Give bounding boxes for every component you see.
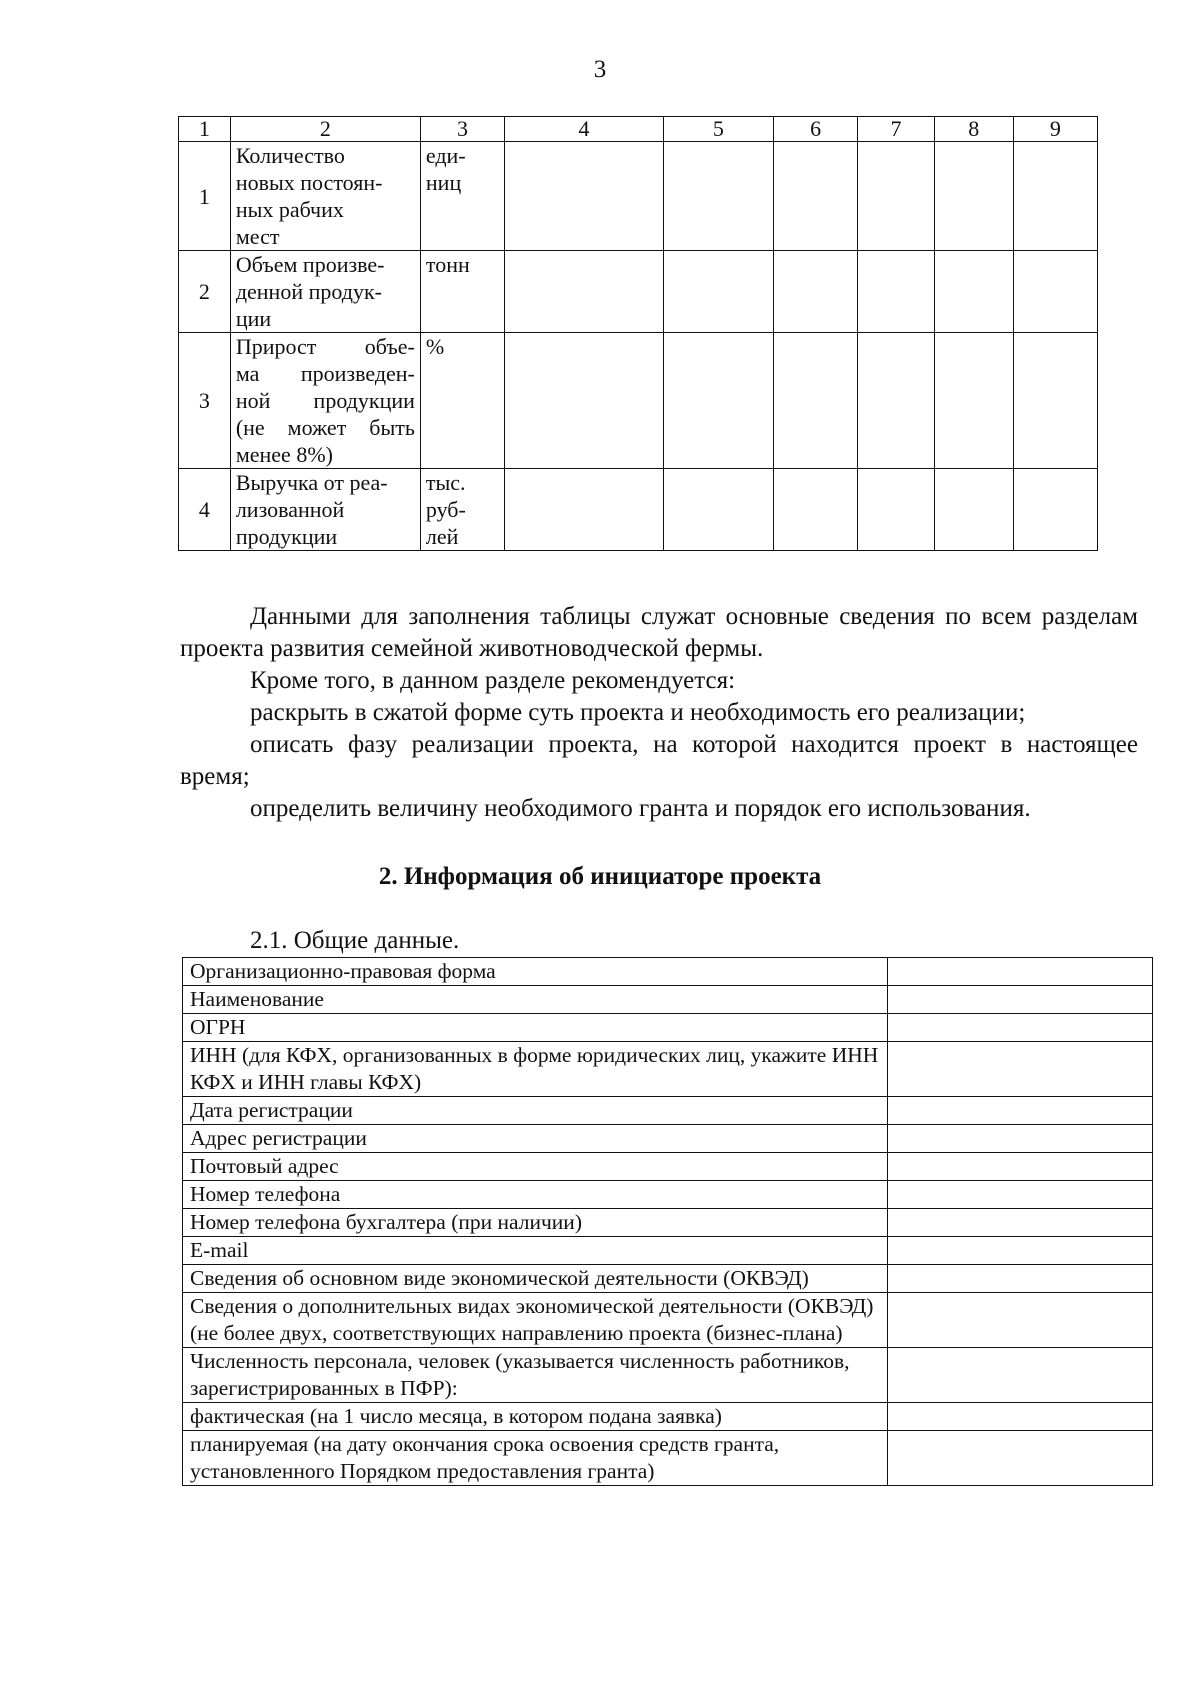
value-cell — [773, 142, 857, 251]
table-row — [183, 1293, 1153, 1348]
value-cell — [505, 333, 664, 469]
table-row — [183, 1348, 1153, 1403]
table-row — [183, 1237, 1153, 1265]
value-cell — [858, 333, 935, 469]
table-row — [183, 986, 1153, 1014]
value-cell — [505, 251, 664, 333]
paragraph: определить величину необходимого гранта и порядок его использования. — [250, 795, 1031, 822]
field-label: E-mail — [183, 1237, 888, 1265]
paragraph: Данными для заполнения таблицы служат основные сведения по всем разделам проекта развития семейной животноводческой фермы. — [180, 603, 1138, 662]
field-label: Наименование — [183, 986, 888, 1014]
field-label: ОГРН — [183, 1014, 888, 1042]
indicator-unit: тонн — [420, 251, 504, 333]
field-label: Организационно-правовая форма — [183, 958, 888, 986]
field-value[interactable] — [888, 1097, 1153, 1125]
table-header-row — [179, 117, 1098, 142]
field-value[interactable] — [888, 1125, 1153, 1153]
table-row — [183, 1431, 1153, 1486]
value-cell — [934, 333, 1013, 469]
value-cell — [1013, 469, 1097, 551]
table-row — [183, 1265, 1153, 1293]
row-number: 4 — [179, 469, 231, 551]
value-cell — [934, 251, 1013, 333]
indicators-table — [178, 116, 1098, 551]
field-label: Почтовый адрес — [183, 1153, 888, 1181]
row-number: 3 — [179, 333, 231, 469]
field-value[interactable] — [888, 1265, 1153, 1293]
field-value[interactable] — [888, 1042, 1153, 1097]
header-cell: 3 — [420, 117, 504, 142]
indicator-unit: тыс. руб- лей — [420, 469, 504, 551]
subsection-title: 2.1. Общие данные. — [250, 927, 460, 954]
header-cell: 5 — [663, 117, 773, 142]
paragraph: раскрыть в сжатой форме суть проекта и необходимость его реализации; — [250, 699, 1026, 726]
header-cell: 9 — [1013, 117, 1097, 142]
field-value[interactable] — [888, 1293, 1153, 1348]
field-label: Численность персонала, человек (указывается численность работников, зарегистрированных в ПФР): — [183, 1348, 888, 1403]
row-number: 1 — [179, 142, 231, 251]
field-value[interactable] — [888, 1014, 1153, 1042]
paragraph: Кроме того, в данном разделе рекомендуется: — [250, 667, 736, 694]
value-cell — [858, 469, 935, 551]
value-cell — [934, 469, 1013, 551]
row-number: 2 — [179, 251, 231, 333]
table-row — [179, 251, 1098, 333]
value-cell — [1013, 142, 1097, 251]
indicator-name: Выручка от реа- лизованной продукции — [230, 469, 420, 551]
indicator-unit: еди- ниц — [420, 142, 504, 251]
value-cell — [505, 142, 664, 251]
field-label: Дата регистрации — [183, 1097, 888, 1125]
indicator-name: Объем произве- денной продук- ции — [230, 251, 420, 333]
header-cell: 6 — [773, 117, 857, 142]
header-cell: 8 — [934, 117, 1013, 142]
body-text — [180, 601, 1138, 825]
header-cell: 4 — [505, 117, 664, 142]
field-label: Сведения об основном виде экономической деятельности (ОКВЭД) — [183, 1265, 888, 1293]
field-value[interactable] — [888, 1403, 1153, 1431]
value-cell — [663, 333, 773, 469]
value-cell — [858, 251, 935, 333]
table-row — [183, 1042, 1153, 1097]
field-label: Номер телефона — [183, 1181, 888, 1209]
field-value[interactable] — [888, 1237, 1153, 1265]
field-label: ИНН (для КФХ, организованных в форме юридических лиц, укажите ИНН КФХ и ИНН главы КФХ) — [183, 1042, 888, 1097]
table-row — [183, 1097, 1153, 1125]
header-cell: 2 — [230, 117, 420, 142]
value-cell — [1013, 333, 1097, 469]
value-cell — [858, 142, 935, 251]
indicator-unit: % — [420, 333, 504, 469]
field-value[interactable] — [888, 1431, 1153, 1486]
indicator-name: Количество новых постоян- ных рабчих мест — [230, 142, 420, 251]
page-number: 3 — [593, 56, 607, 83]
table-row — [179, 333, 1098, 469]
value-cell — [773, 251, 857, 333]
header-cell: 7 — [858, 117, 935, 142]
field-value[interactable] — [888, 958, 1153, 986]
table-row — [183, 958, 1153, 986]
table-row — [183, 1209, 1153, 1237]
table-row — [183, 1014, 1153, 1042]
field-label: планируемая (на дату окончания срока освоения средств гранта, установленного Порядком предоставления гранта) — [183, 1431, 888, 1486]
value-cell — [773, 469, 857, 551]
field-value[interactable] — [888, 1209, 1153, 1237]
value-cell — [663, 142, 773, 251]
table-row — [183, 1125, 1153, 1153]
table-row — [183, 1181, 1153, 1209]
section-title: 2. Информация об инициаторе проекта — [378, 863, 822, 890]
value-cell — [663, 251, 773, 333]
header-cell: 1 — [179, 117, 231, 142]
value-cell — [1013, 251, 1097, 333]
value-cell — [934, 142, 1013, 251]
paragraph: описать фазу реализации проекта, на которой находится проект в настоящее время; — [180, 731, 1138, 790]
field-value[interactable] — [888, 1181, 1153, 1209]
field-label: Адрес регистрации — [183, 1125, 888, 1153]
value-cell — [663, 469, 773, 551]
table-row — [179, 142, 1098, 251]
value-cell — [773, 333, 857, 469]
table-row — [183, 1403, 1153, 1431]
general-data-table — [182, 957, 1153, 1486]
field-value[interactable] — [888, 1348, 1153, 1403]
field-label: фактическая (на 1 число месяца, в котором подана заявка) — [183, 1403, 888, 1431]
indicator-name: Прирост объе- ма произведен- ной продукции (не может быть менее 8%) — [230, 333, 420, 469]
field-value[interactable] — [888, 986, 1153, 1014]
field-value[interactable] — [888, 1153, 1153, 1181]
field-label: Номер телефона бухгалтера (при наличии) — [183, 1209, 888, 1237]
table-row — [179, 469, 1098, 551]
field-label: Сведения о дополнительных видах экономической деятельности (ОКВЭД) (не более двух, соответствующих направлению проекта (бизнес-плана) — [183, 1293, 888, 1348]
table-row — [183, 1153, 1153, 1181]
value-cell — [505, 469, 664, 551]
